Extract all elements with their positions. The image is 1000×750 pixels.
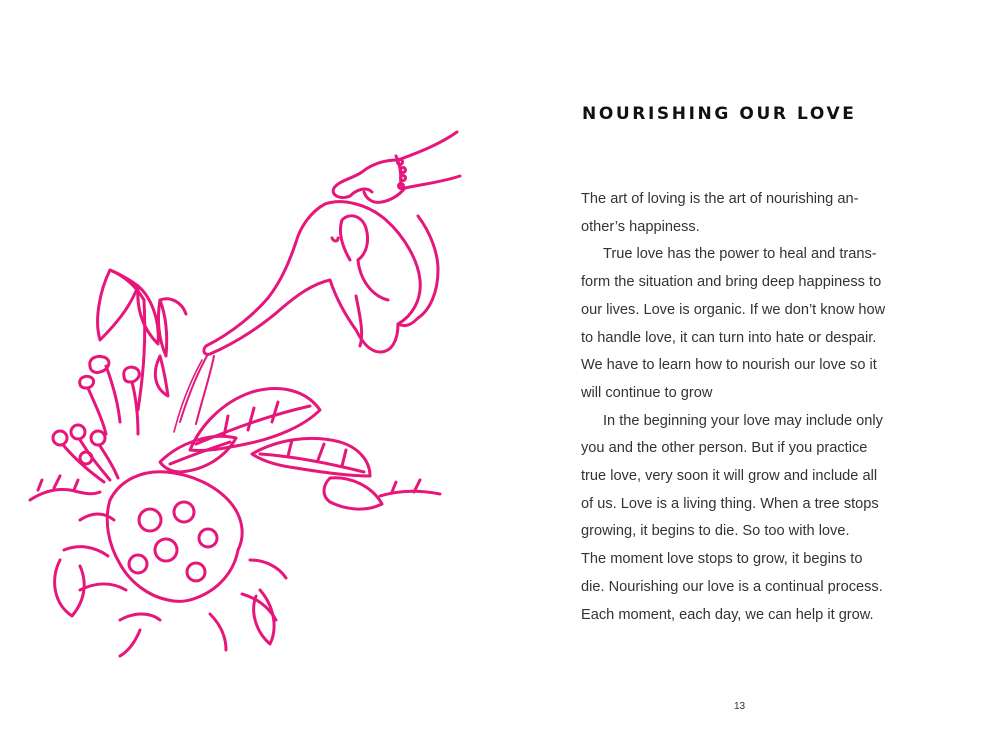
text-line: In the beginning your love may include only [603, 412, 883, 429]
text-line: growing, it begins to die. So too with love. [581, 523, 850, 540]
text-line: form the situation and bring deep happiness to [581, 274, 882, 291]
text-line: We have to learn how to nourish our love so it [581, 357, 877, 374]
body-text [581, 186, 921, 629]
text-line: will continue to grow [581, 384, 713, 401]
elephant-watering-can-illustration [20, 120, 490, 660]
page-title: NOURISHING OUR LOVE [582, 104, 857, 124]
text-line: die. Nourishing our love is a continual process. [581, 578, 883, 595]
text-line: other’s happiness. [581, 218, 700, 235]
text-line: The moment love stops to grow, it begins to [581, 551, 863, 568]
text-line: you and the other person. But if you practice [581, 440, 868, 457]
text-line: true love, very soon it will grow and include all [581, 468, 878, 485]
text-line: Each moment, each day, we can help it grow. [581, 606, 874, 623]
text-line: our lives. Love is organic. If we don’t know how [581, 301, 886, 318]
text-line: True love has the power to heal and trans- [603, 246, 877, 263]
elephant-watering-can-icon [20, 120, 490, 660]
page-number: 13 [734, 701, 746, 712]
text-line: The art of loving is the art of nourishing an- [581, 191, 859, 207]
text-line: to handle love, it can turn into hate or despair. [581, 329, 877, 346]
text-line: of us. Love is a living thing. When a tree stops [581, 495, 879, 512]
